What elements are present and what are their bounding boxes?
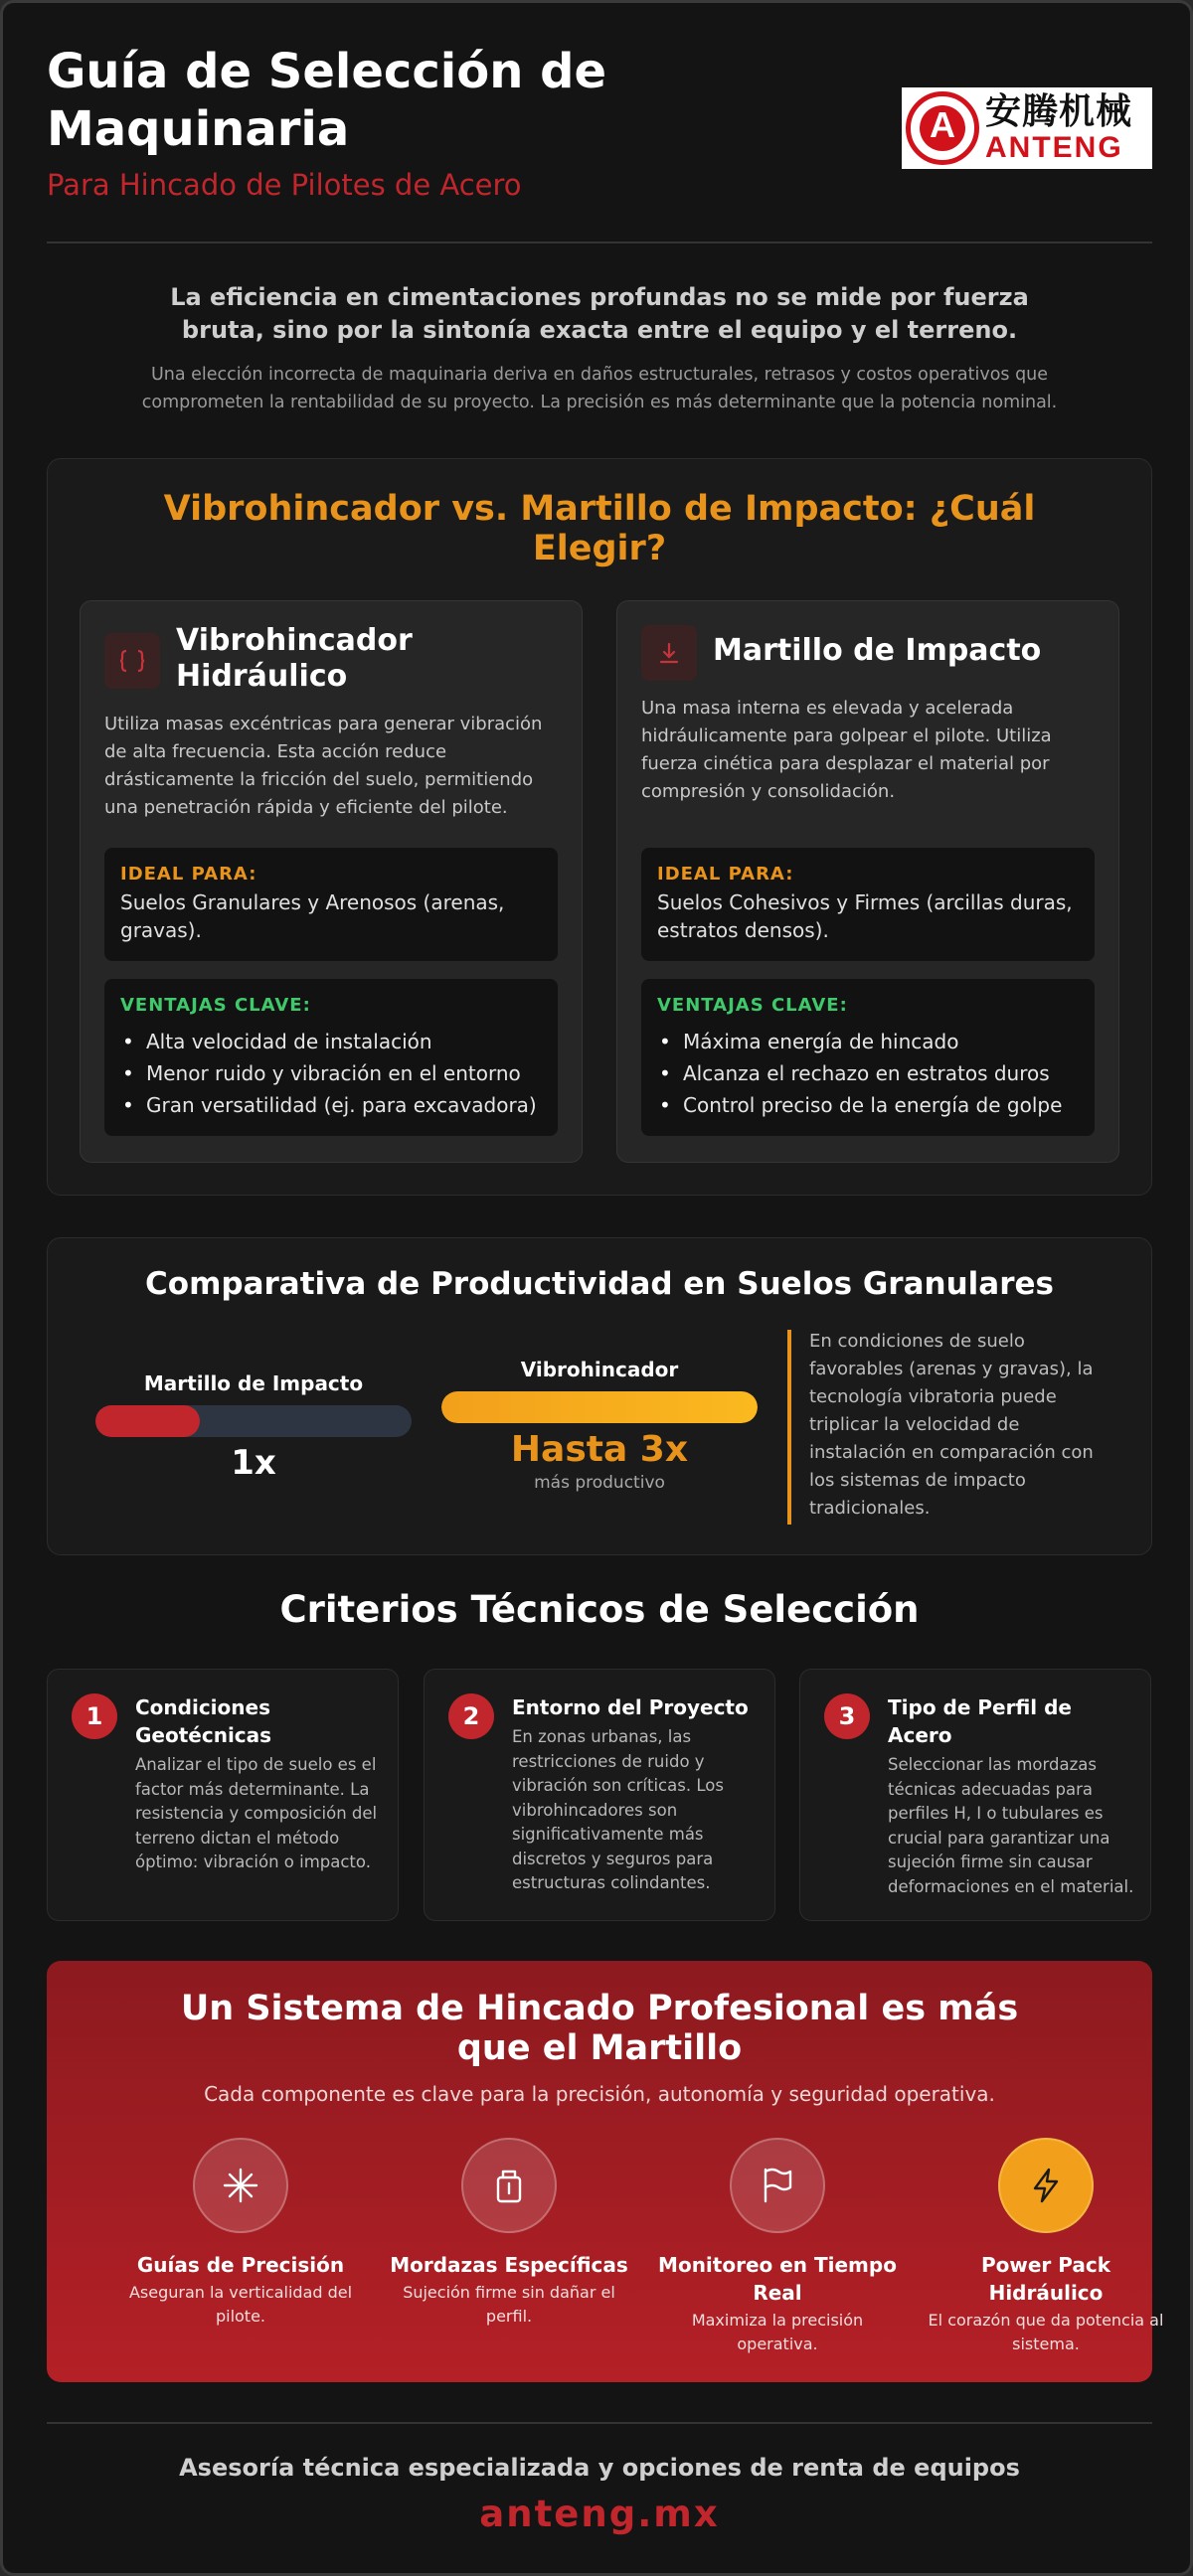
footer-tagline: Asesoría técnica especializada y opciones de renta de equipos: [179, 2454, 1020, 2482]
system-subtitle: Cada componente es clave para la precisión, autonomía y seguridad operativa.: [204, 2082, 995, 2106]
component-desc: El corazón que da potencia al sistema.: [928, 2311, 1164, 2353]
vibro-bar-fill: [441, 1391, 758, 1423]
lightning-icon: [998, 2138, 1094, 2233]
advantage-item: • Alta velocidad de instalación: [120, 1026, 542, 1057]
ideal-label: IDEAL PARA:: [120, 864, 257, 885]
component-name: Mordazas Específicas: [390, 2253, 628, 2277]
ideal-label: IDEAL PARA:: [657, 864, 794, 885]
logo-chinese-name: 安腾机械: [985, 91, 1133, 132]
criteria-card: [47, 1669, 399, 1921]
hammer-card: [616, 600, 1119, 1163]
hammer-value: 1x: [231, 1443, 276, 1483]
system-section: [47, 1961, 1164, 2382]
vibro-caption: más productivo: [534, 1473, 665, 1493]
advantages-box: [641, 979, 1095, 1136]
component-name: Power Pack Hidráulico: [980, 2253, 1111, 2305]
page-subtitle: Para Hincado de Pilotes de Acero: [47, 168, 522, 202]
note-accent-rule: [787, 1330, 791, 1525]
footer-divider: [47, 2422, 1152, 2424]
criteria-heading: Tipo de Perfil de Acero: [888, 1695, 1072, 1747]
component-desc: Sujeción firme sin dañar el perfil.: [403, 2283, 615, 2326]
criteria-card: [799, 1669, 1151, 1921]
vibro-bar-label: Vibrohincador: [520, 1358, 679, 1381]
productivity-section: [47, 1237, 1152, 1555]
hammer-bar-label: Martillo de Impacto: [143, 1371, 364, 1395]
impact-hammer-icon: [641, 625, 697, 681]
card-title: Vibrohincador Hidráulico: [176, 623, 413, 694]
component-monitoring: [653, 2138, 902, 2356]
component-name: Guías de Precisión: [136, 2253, 345, 2277]
ideal-box: [104, 848, 558, 961]
footer-url-link[interactable]: anteng.mx: [479, 2493, 720, 2535]
criteria-body: Analizar el tipo de suelo es el factor más determinante. La resistencia y composición del terreno dictan el método óptimo: vibración o impacto.: [135, 1755, 378, 1871]
criteria-body: Seleccionar las mordazas técnicas adecuadas para perfiles H, I o tubulares es crucial para garantizar una sujeción firme sin causar deformaciones en el material.: [888, 1755, 1134, 1896]
advantage-item: • Menor ruido y vibración en el entorno: [120, 1057, 542, 1089]
logo-english-name: ANTENG: [985, 131, 1123, 164]
criteria-number-badge: 2: [448, 1693, 494, 1739]
ideal-text: Suelos Granulares y Arenosos (arenas, gravas).: [120, 890, 505, 942]
component-name: Monitoreo en Tiempo Real: [658, 2253, 897, 2305]
advantage-item: • Máxima energía de hincado: [657, 1026, 1079, 1057]
intro-sub: Una elección incorrecta de maquinaria deriva en daños estructurales, retrasos y costos operativos que comprometen la rentabilidad de su proyecto. La precisión es más determinante que la potencia nominal.: [141, 365, 1058, 412]
page-title: Guía de Selección de Maquinaria: [47, 44, 607, 157]
comparison-title: Vibrohincador vs. Martillo de Impacto: ¿Cuál Elegir?: [163, 489, 1036, 568]
criteria-body: En zonas urbanas, las restricciones de ruido y vibración son críticas. Los vibrohincadores son significativamente más discretos y seguros para estructuras colindantes.: [512, 1727, 724, 1892]
header: [47, 43, 1152, 242]
comparison-section: [47, 458, 1152, 1196]
advantages-label: VENTAJAS CLAVE:: [120, 995, 311, 1016]
component-clamps: [385, 2138, 633, 2329]
advantage-item: • Control preciso de la energía de golpe: [657, 1089, 1079, 1121]
criteria-title: Criterios Técnicos de Selección: [279, 1588, 920, 1631]
intro-lead: La eficiencia en cimentaciones profundas no se mide por fuerza bruta, sino por la sintonía exacta entre el equipo y el terreno.: [170, 283, 1029, 344]
ideal-text: Suelos Cohesivos y Firmes (arcillas duras, estratos densos).: [657, 890, 1073, 942]
ideal-box: [641, 848, 1095, 961]
vibration-icon: [104, 633, 160, 689]
card-description: Utiliza masas excéntricas para generar vibración de alta frecuencia. Esta acción reduce drásticamente la fricción del suelo, permitiendo una penetración rápida y eficiente del pilote.: [104, 714, 543, 818]
productivity-note: En condiciones de suelo favorables (arenas y gravas), la tecnología vibratoria puede triplicar la velocidad de instalación en comparación con los sistemas de impacto tradicionales.: [809, 1331, 1094, 1519]
vibro-bar-track: [441, 1391, 758, 1423]
component-power-pack: [922, 2138, 1170, 2356]
component-precision-guides: [116, 2138, 365, 2329]
criteria-card: [424, 1669, 775, 1921]
criteria-heading: Entorno del Proyecto: [512, 1695, 749, 1719]
criteria-number-badge: 1: [72, 1693, 117, 1739]
header-divider: [47, 242, 1152, 243]
vibro-card: [80, 600, 583, 1163]
advantages-label: VENTAJAS CLAVE:: [657, 995, 848, 1016]
logo-mark-icon: A: [906, 91, 979, 165]
criteria-heading: Condiciones Geotécnicas: [135, 1695, 272, 1747]
card-description: Una masa interna es elevada y acelerada hidráulicamente para golpear el pilote. Utiliza fuerza cinética para desplazar el material por compresión y consolidación.: [641, 698, 1052, 802]
clamp-icon: [461, 2138, 557, 2233]
advantage-item: • Alcanza el rechazo en estratos duros: [657, 1057, 1079, 1089]
component-desc: Aseguran la verticalidad del pilote.: [128, 2283, 353, 2326]
hammer-bar-track: [95, 1405, 412, 1437]
anteng-logo: [902, 87, 1152, 169]
hammer-bar-fill: [95, 1405, 200, 1437]
productivity-title: Comparativa de Productividad en Suelos Granulares: [145, 1266, 1054, 1302]
flag-icon: [730, 2138, 825, 2233]
component-desc: Maximiza la precisión operativa.: [691, 2311, 864, 2353]
card-title: Martillo de Impacto: [713, 633, 1042, 668]
criteria-number-badge: 3: [824, 1693, 870, 1739]
advantage-item: • Gran versatilidad (ej. para excavadora): [120, 1089, 542, 1121]
crosshair-icon: [193, 2138, 288, 2233]
vibro-value: Hasta 3x: [510, 1429, 689, 1470]
system-title: Un Sistema de Hincado Profesional es más que el Martillo: [180, 1989, 1019, 2068]
advantages-box: [104, 979, 558, 1136]
